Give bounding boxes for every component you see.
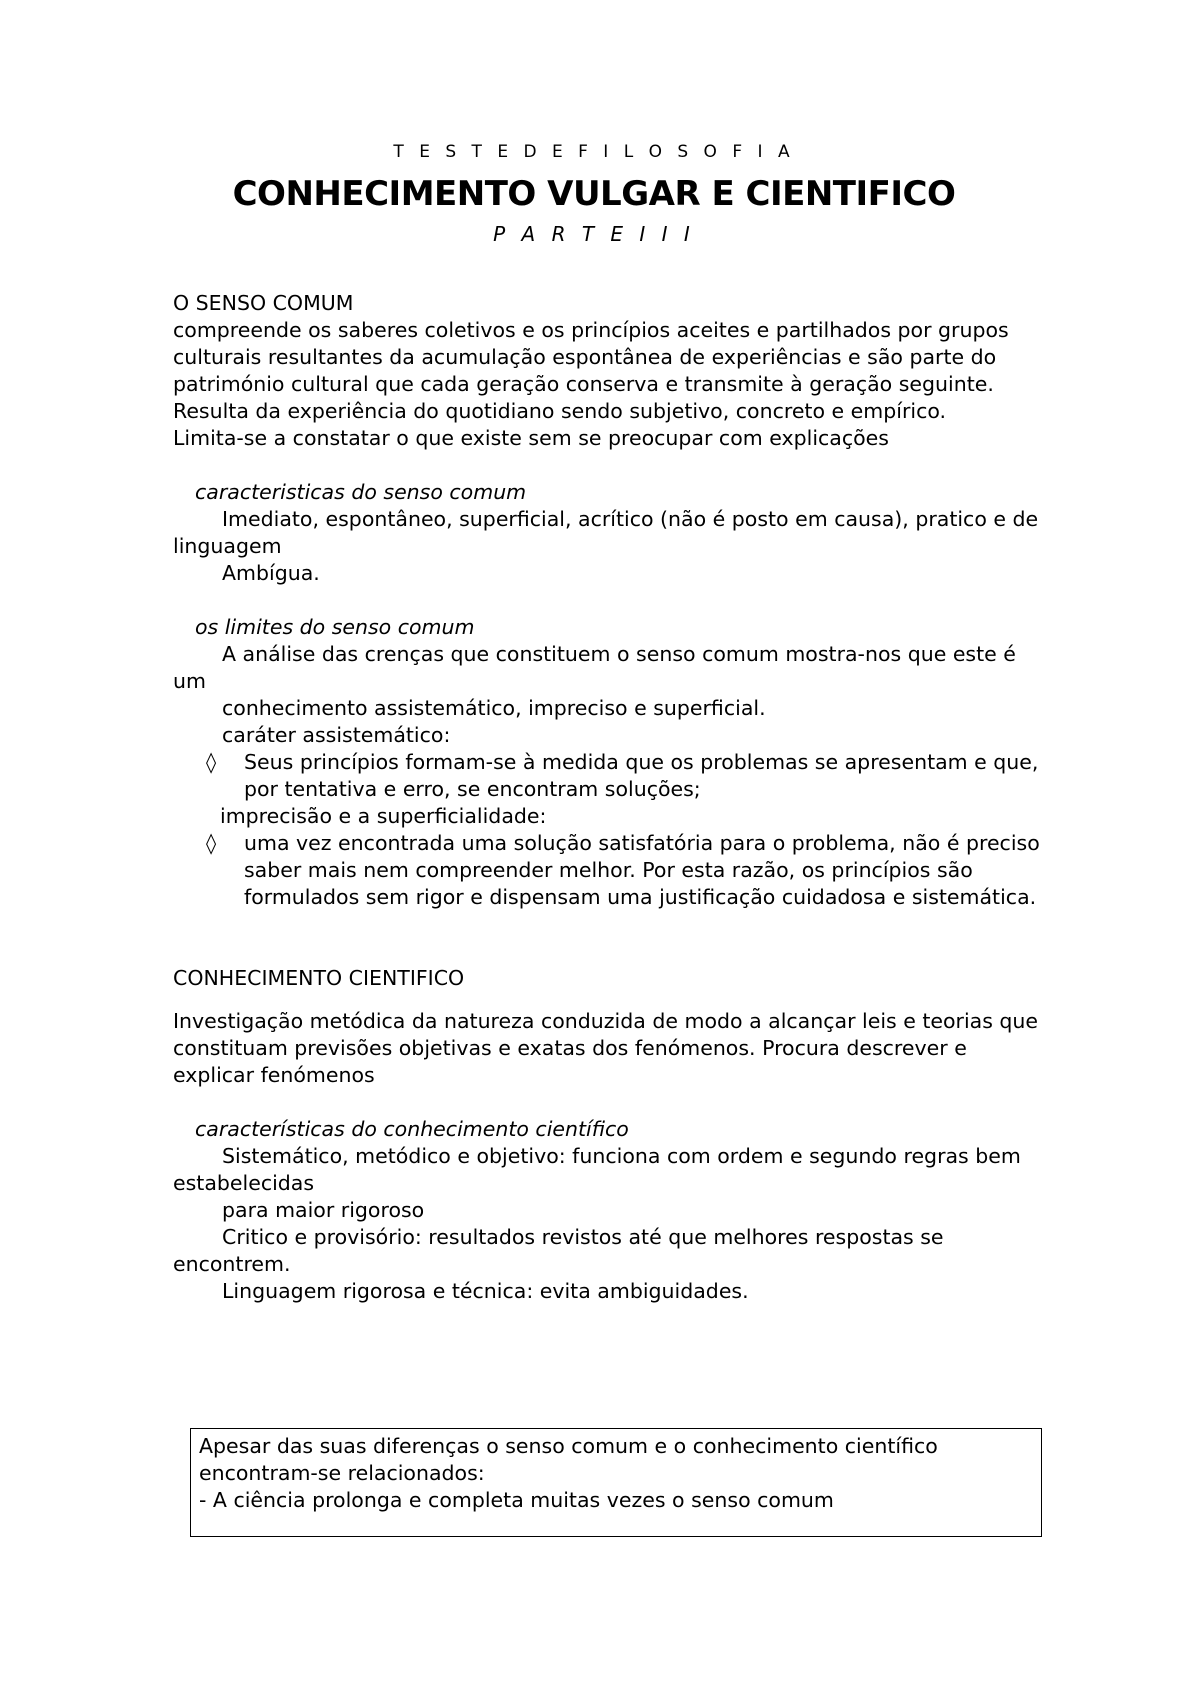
section-heading-cientifico: CONHECIMENTO CIENTIFICO	[173, 966, 465, 990]
caracteristica-item: Ambígua.	[222, 561, 320, 585]
bullet-text: Seus princípios formam-se à medida que os problemas se apresentam e que, por tentativa e erro, se encontram soluções;	[244, 750, 1039, 801]
limites-text: conhecimento assistemático, impreciso e superficial.	[222, 696, 766, 720]
document-body	[173, 290, 1053, 1305]
senso-comum-intro: compreende os saberes coletivos e os princípios aceites e partilhados por grupos culturais resultantes da acumulação espontânea de experiências e são parte do património cultural que cada geração conserva e transmite à geração seguinte.	[173, 318, 1009, 396]
label-assistematico: caráter assistemático:	[222, 723, 451, 747]
caracteristica-item: Sistemático, metódico e objetivo: funciona com ordem e segundo regras bem estabelecidas	[173, 1144, 1021, 1195]
document-title: CONHECIMENTO VULGAR E CIENTIFICO	[232, 174, 956, 214]
bullet-text: uma vez encontrada uma solução satisfatória para o problema, não é preciso saber mais nem compreender melhor. Por esta razão, os princípios são formulados sem rigor e dispensam uma justificação cuidadosa e sistemática.	[244, 831, 1040, 909]
subheading-limites: os limites do senso comum	[195, 615, 475, 639]
document-subtitle: P A R T E I I I	[493, 222, 695, 246]
caracteristica-item: Critico e provisório: resultados revistos até que melhores respostas se encontrem.	[173, 1225, 944, 1276]
subheading-caracteristicas-senso: caracteristicas do senso comum	[195, 480, 527, 504]
bullet-item	[206, 749, 1053, 803]
subheading-caracteristicas-cientifico: características do conhecimento científico	[195, 1117, 629, 1141]
section-heading-senso-comum: O SENSO COMUM	[173, 291, 354, 315]
caracteristica-item: para maior rigoroso	[222, 1198, 425, 1222]
label-imprecisao: imprecisão e a superficialidade:	[220, 804, 547, 828]
diamond-bullet-icon: ◊	[206, 831, 217, 855]
document-pretitle: T E S T E D E F I L O S O F I A	[393, 142, 795, 162]
senso-comum-line: Resulta da experiência do quotidiano sendo subjetivo, concreto e empírico.	[173, 399, 947, 423]
cientifico-intro: Investigação metódica da natureza conduzida de modo a alcançar leis e teorias que constituam previsões objetivas e exatas dos fenómenos. Procura descrever e explicar fenómenos	[173, 1009, 1039, 1087]
limites-text: A análise das crenças que constituem o senso comum mostra-nos que este é um	[173, 642, 1016, 693]
senso-comum-line: Limita-se a constatar o que existe sem se preocupar com explicações	[173, 426, 889, 450]
caracteristica-item: Imediato, espontâneo, superficial, acrítico (não é posto em causa), pratico e de linguagem	[173, 507, 1039, 558]
caracteristica-item: Linguagem rigorosa e técnica: evita ambiguidades.	[222, 1279, 749, 1303]
callout-box	[190, 1428, 1042, 1537]
callout-text: Apesar das suas diferenças o senso comum e o conhecimento científico encontram-se relacionados:	[199, 1434, 938, 1485]
diamond-bullet-icon: ◊	[206, 750, 217, 774]
callout-text: - A ciência prolonga e completa muitas vezes o senso comum	[199, 1488, 834, 1512]
bullet-item	[206, 830, 1053, 911]
